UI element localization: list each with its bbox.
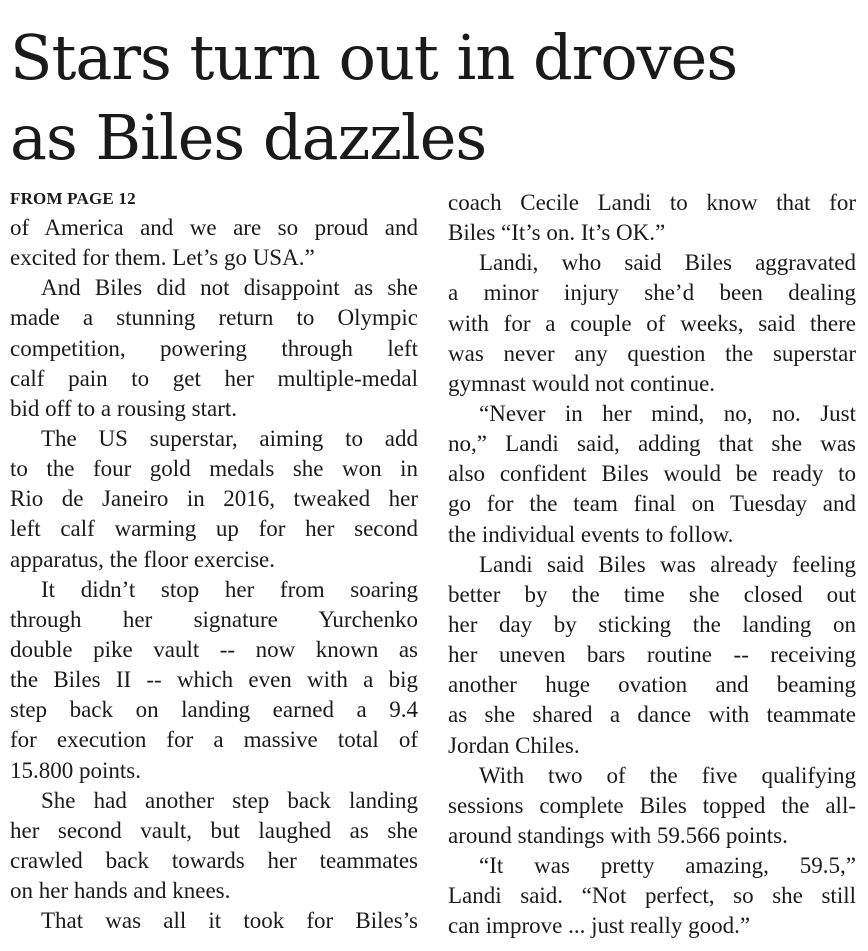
body-text-line: calf pain to get her multiple-medal [10, 365, 418, 391]
body-text-line: was never any question the superstar [448, 340, 856, 366]
body-text-line: Jordan Chiles. [448, 732, 580, 758]
headline-line: Stars turn out in droves [10, 21, 738, 94]
headline-line: as Biles dazzles [10, 101, 487, 174]
headline [10, 18, 860, 178]
body-text-line: bid off to a rousing start. [10, 395, 237, 421]
body-text-line: And Biles did not disappoint as she [41, 275, 418, 301]
body-text-line: better by the time she closed out [448, 581, 856, 607]
article-column-right [448, 188, 856, 942]
body-text-line: also confident Biles would be ready to [448, 461, 856, 487]
body-text-line: She had another step back landing [41, 787, 418, 813]
body-text-line: With two of the five qualifying [479, 762, 856, 788]
body-text-line: “It was pretty amazing, 59.5,” [479, 853, 856, 879]
body-text-line: her day by sticking the landing on [448, 611, 856, 637]
body-text-line: “Never in her mind, no, no. Just [479, 400, 856, 426]
jump-kicker: FROM PAGE 12 [10, 189, 136, 208]
article-column-left [10, 185, 418, 936]
body-text-line: Rio de Janeiro in 2016, tweaked her [10, 486, 418, 512]
body-text-line: It didn’t stop her from soaring [41, 576, 418, 602]
body-text-line: a minor injury she’d been dealing [448, 280, 856, 306]
body-text-line: Landi, who said Biles aggravated [479, 250, 856, 276]
body-text-line: left calf warming up for her second [10, 516, 418, 542]
body-text-line: no,” Landi said, adding that she was [448, 431, 856, 457]
body-text-line: gymnast would not continue. [448, 370, 716, 396]
body-text-line: go for the team final on Tuesday and [448, 491, 856, 517]
body-text-line: her uneven bars routine -- receiving [448, 642, 856, 668]
body-text-line: made a stunning return to Olympic [10, 305, 418, 331]
body-text-line: coach Cecile Landi to know that for [448, 190, 856, 215]
body-text-line: can improve ... just really good.” [448, 913, 751, 939]
body-text-line: on her hands and knees. [10, 878, 231, 904]
body-text-line: as she shared a dance with teammate [448, 702, 856, 728]
body-text-line: Landi said Biles was already feeling [479, 551, 856, 577]
body-text-line: of America and we are so proud and [10, 215, 418, 240]
body-text-line: 15.800 points. [10, 757, 141, 783]
body-text-line: her second vault, but laughed as she [10, 817, 418, 843]
body-text-line: competition, powering through left [10, 335, 418, 361]
body-text-line: the Biles II -- which even with a big [10, 667, 418, 693]
body-text-line: to the four gold medals she won in [10, 456, 418, 482]
left-column-body [10, 213, 418, 936]
body-text-line: for execution for a massive total of [10, 727, 418, 753]
body-text-line: through her signature Yurchenko [10, 606, 418, 632]
body-text-line: crawled back towards her teammates [10, 847, 418, 873]
body-text-line: That was all it took for Biles’s [41, 908, 418, 934]
right-column-body [448, 188, 856, 942]
body-text-line: Biles “It’s on. It’s OK.” [448, 220, 666, 246]
body-text-line: another huge ovation and beaming [448, 672, 856, 698]
body-text-line: with for a couple of weeks, said there [448, 310, 856, 336]
body-text-line: step back on landing earned a 9.4 [10, 697, 418, 723]
body-text-line: double pike vault -- now known as [10, 636, 418, 662]
body-text-line: Landi said. “Not perfect, so she still [448, 883, 856, 909]
body-text-line: excited for them. Let’s go USA.” [10, 245, 315, 271]
body-text-line: sessions complete Biles topped the all- [448, 792, 856, 818]
body-text-line: The US superstar, aiming to add [41, 425, 418, 451]
body-text-line: around standings with 59.566 points. [448, 822, 788, 848]
body-text-line: apparatus, the floor exercise. [10, 546, 276, 572]
body-text-line: the individual events to follow. [448, 521, 734, 547]
